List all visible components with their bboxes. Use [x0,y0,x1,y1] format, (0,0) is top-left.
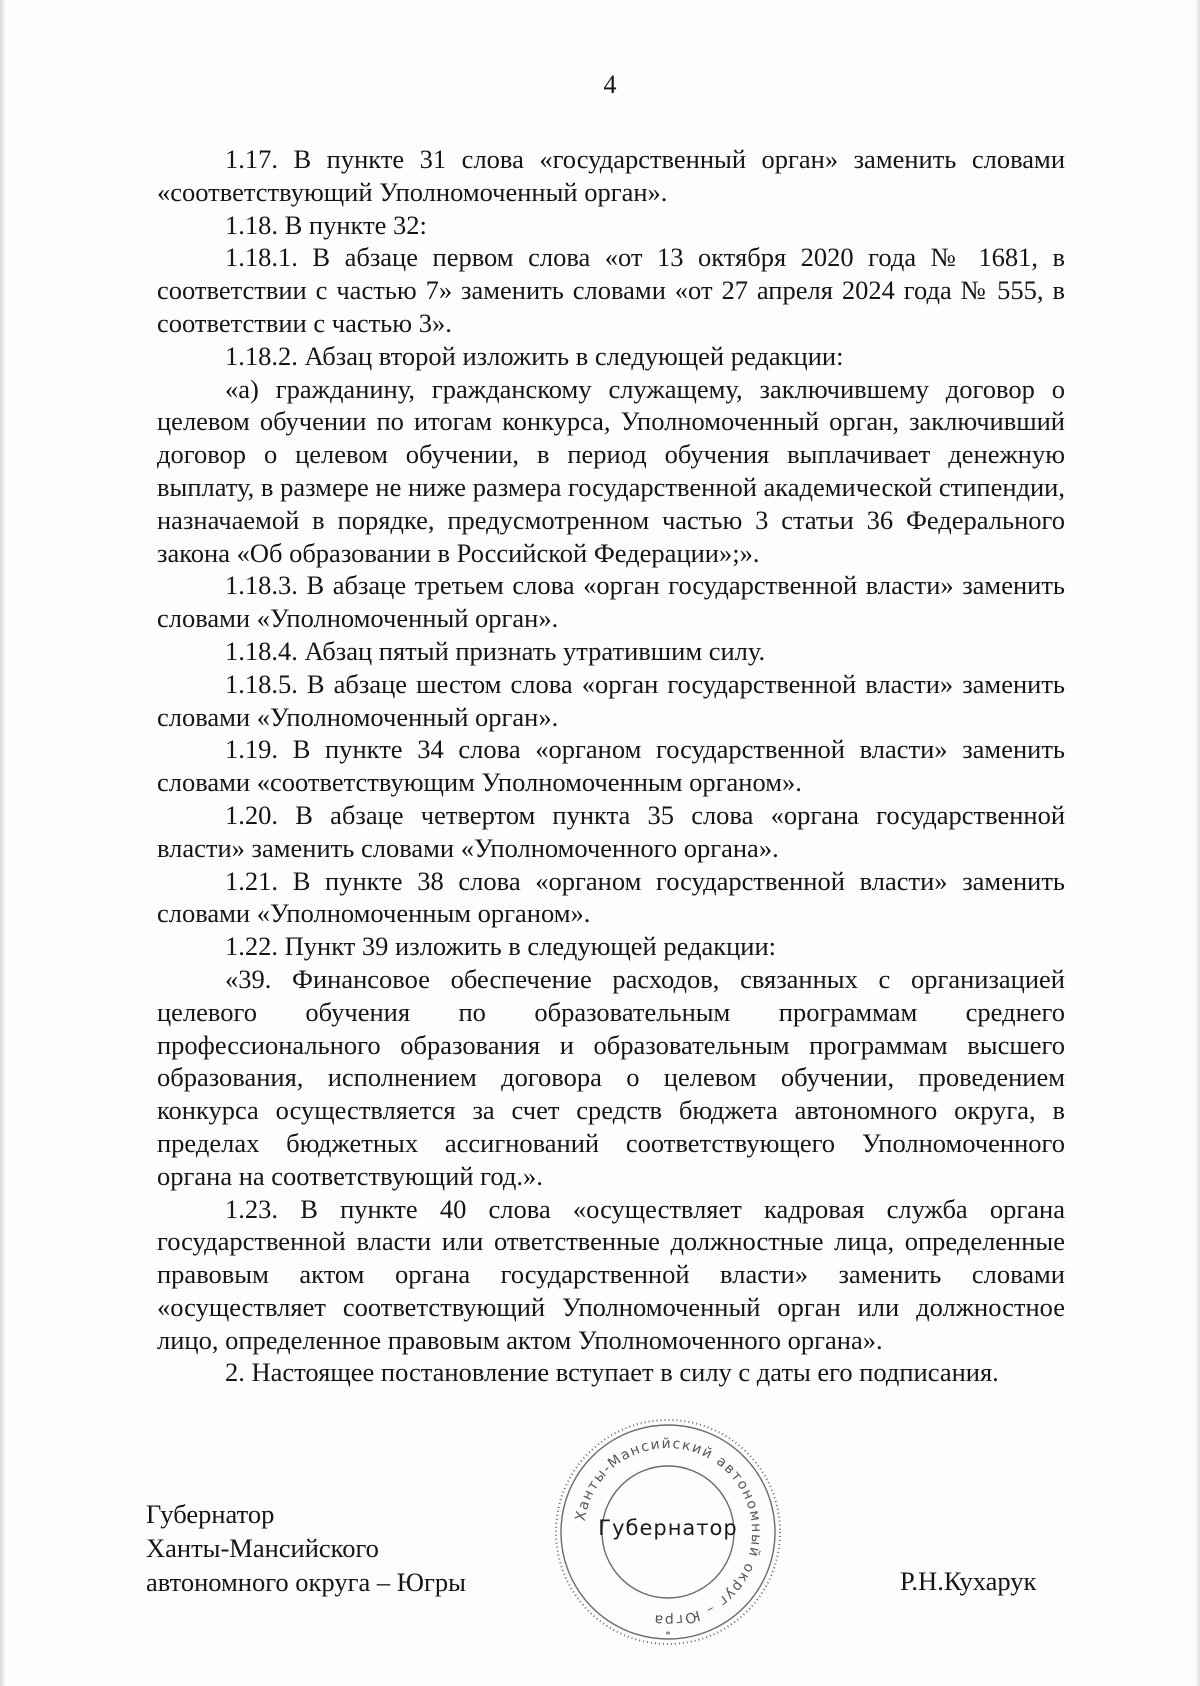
paragraph-1-17: 1.17. В пункте 31 слова «государственный орган» заменить словами «соответствующий Уполномоченный орган». [157,144,1065,207]
paragraph-1-18: 1.18. В пункте 32: [225,209,427,240]
paragraph-1-19: 1.19. В пункте 34 слова «органом государственной власти» заменить словами «соответствующим Уполномоченным органом». [157,734,1065,798]
scan-edge-right [1195,0,1200,1686]
paragraph-1-22: 1.22. Пункт 39 изложить в следующей редакции: [225,931,777,962]
paragraph-quote-a: «а) гражданину, гражданскому служащему, заключившему договор о целевом обучении по итогам конкурса, Уполномоченный орган, заключивший договор о целевом обучении, в период обучения выплачивает денежную выплату, в размере не ниже размера государственной академической стипендии, назначаемой в порядке, предусмотренном частью 3 статьи 36 Федерального закона «Об образовании в Российской Федерации»;». [157,373,1065,568]
paragraph-1-18-3: 1.18.3. В абзаце третьем слова «орган государственной власти» заменить словами «Уполномоченный орган». [157,570,1065,634]
document-body [157,143,1065,1389]
seal-ring-text: Ханты-Мансийский автономный округ – Югра [572,1435,765,1629]
seal-center-text: Губернатор [598,1516,738,1540]
paragraph-1-20: 1.20. В абзаце четвертом пункта 35 слова «органа государственной власти» заменить словами «Уполномоченного органа». [157,799,1065,863]
paragraph-1-18-5: 1.18.5. В абзаце шестом слова «орган государственной власти» заменить словами «Уполномоченный орган». [157,668,1065,732]
signature-line-okrug: автономного округа – Югры [146,1567,466,1597]
paragraph-quote-39: «39. Финансовое обеспечение расходов, связанных с организацией целевого обучения по образовательным программам среднего профессионального образования и образовательным программам высшего образования, исполнением договора о целевом обучении, проведением конкурса осуществляется за счет средств бюджета автономного округа, в пределах бюджетных ассигнований соответствующего Уполномоченного органа на соответствующий год.». [157,963,1065,1191]
paragraph-1-18-2: 1.18.2. Абзац второй изложить в следующей редакции: [225,340,844,371]
signature-line-governor: Губернатор [146,1499,275,1529]
signature-title-block [146,1497,466,1599]
scan-edge-left [0,0,6,1686]
paragraph-1-21: 1.21. В пункте 38 слова «органом государственной власти» заменить словами «Уполномоченным органом». [157,865,1065,929]
paragraph-1-18-4: 1.18.4. Абзац пятый признать утратившим силу. [225,635,766,666]
signatory-name: Р.Н.Кухарук [900,1566,1037,1596]
paragraph-1-23: 1.23. В пункте 40 слова «осуществляет кадровая служба органа государственной власти или ответственные должностные лица, определенные правовым актом органа государственной власти» заменить словами «осуществляет соответствующий Уполномоченный орган или должностное лицо, определенное правовым актом Уполномоченного органа». [157,1193,1065,1355]
signature-line-region: Ханты-Мансийского [146,1533,379,1563]
paragraph-2: 2. Настоящее постановление вступает в силу с даты его подписания. [225,1357,999,1388]
paragraph-1-18-1: 1.18.1. В абзаце первом слова «от 13 октября 2020 года № 1681, в соответствии с частью 7» заменить словами «от 27 апреля 2024 года № 555, в соответствии с частью 3». [157,242,1065,338]
page-number: 4 [603,70,617,99]
seal-star: * [665,1630,671,1641]
official-seal [552,1416,784,1648]
